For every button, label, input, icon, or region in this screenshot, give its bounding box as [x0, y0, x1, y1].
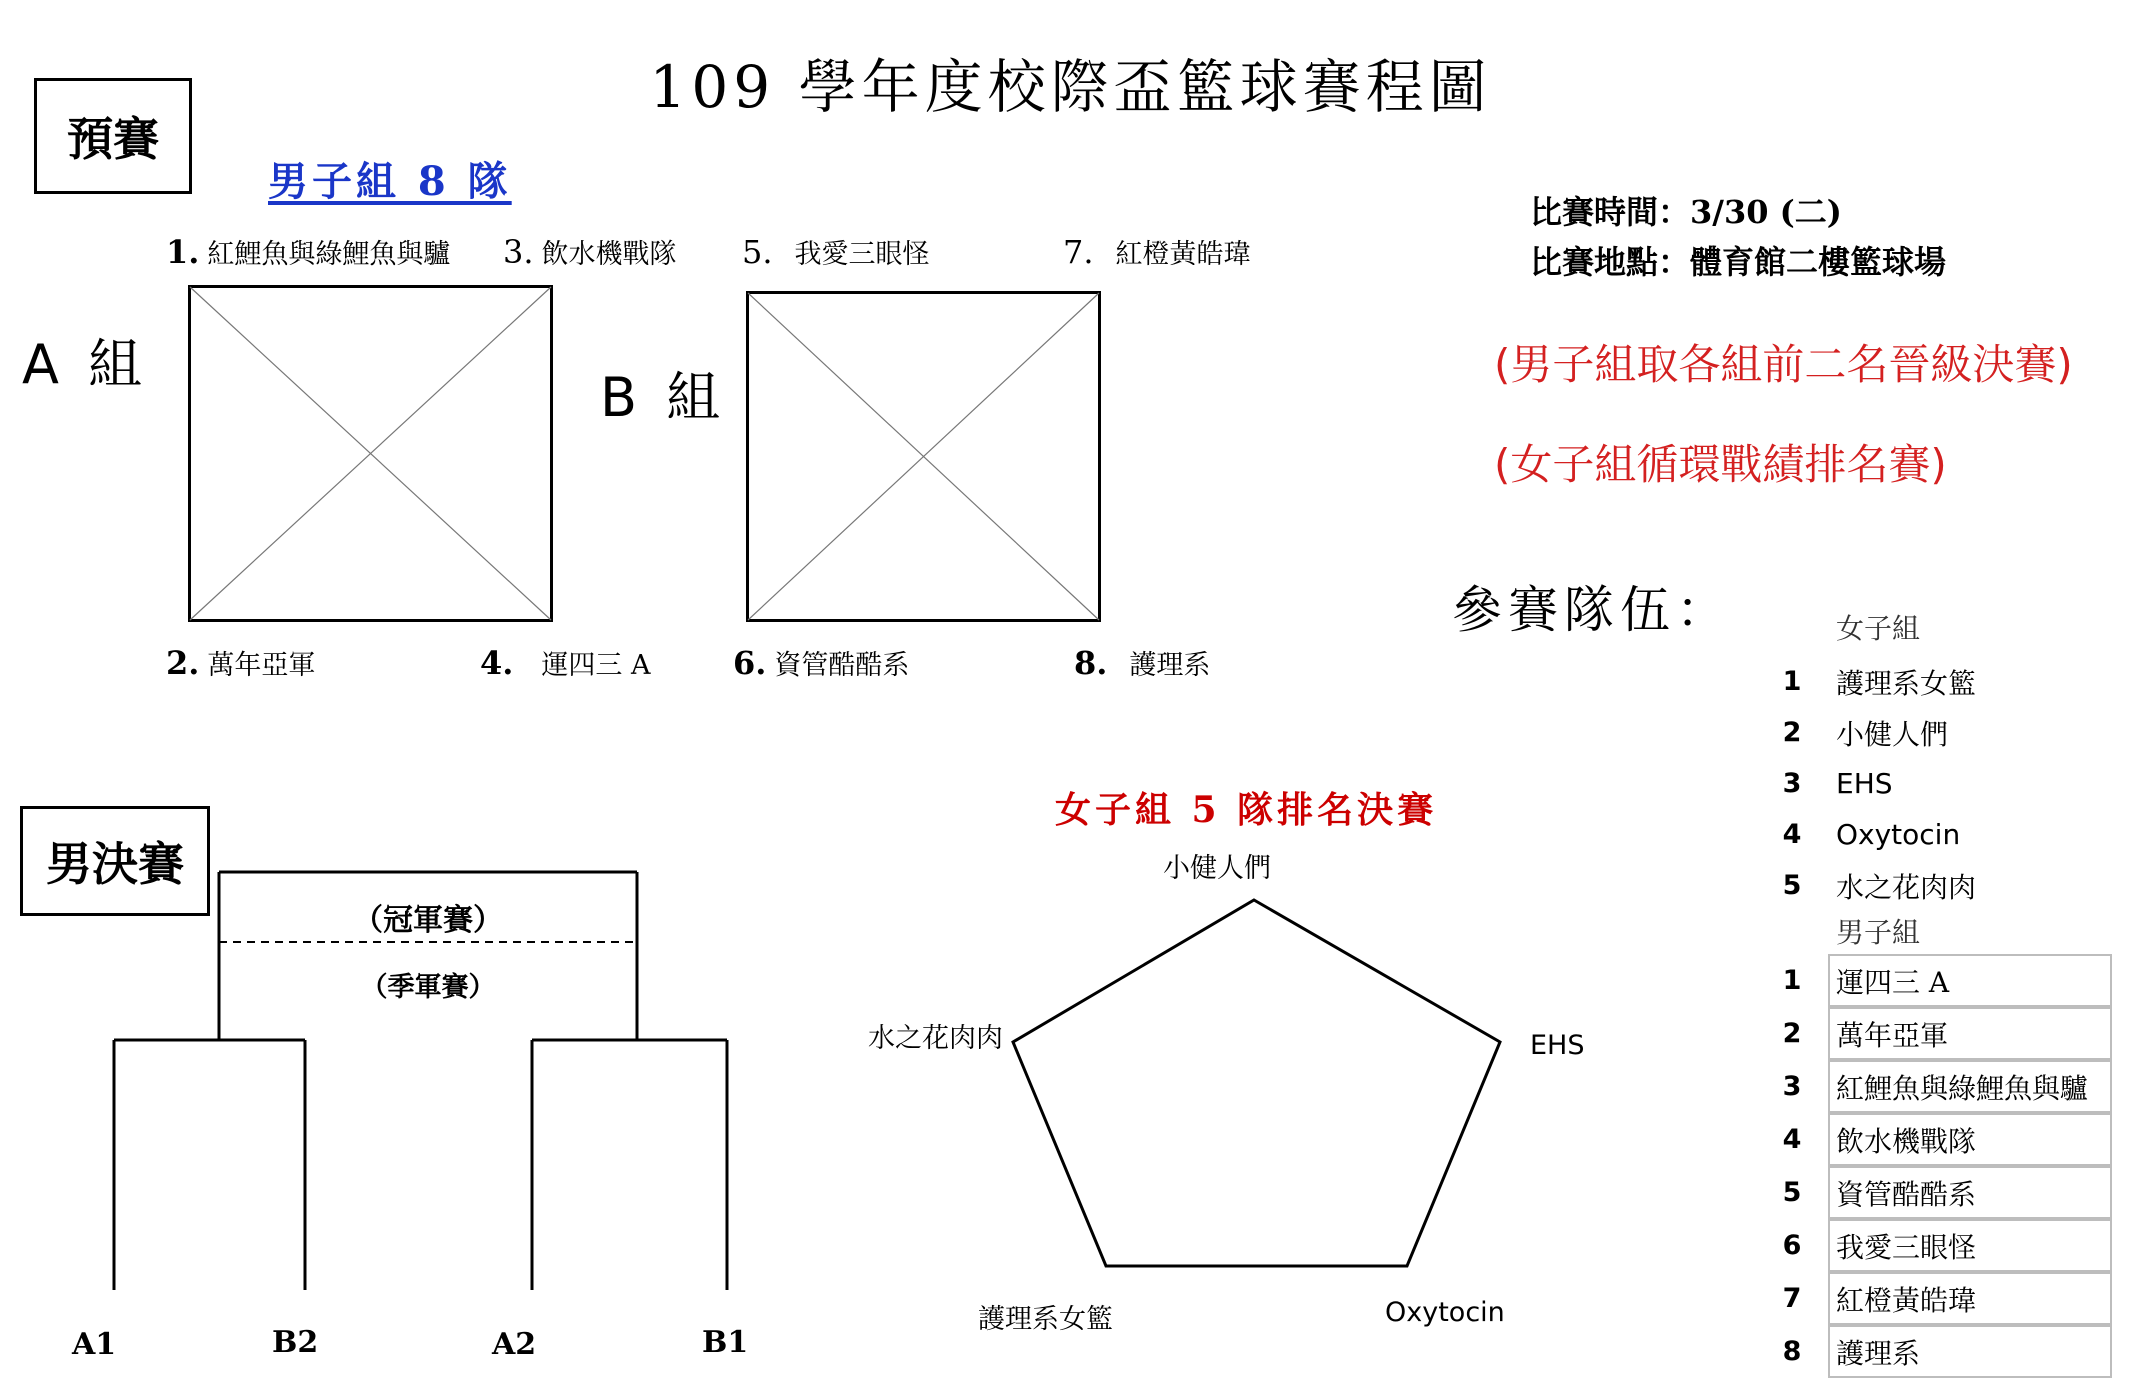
slot-b2: B2 — [272, 1325, 319, 1360]
girls-ranking-rule: (女子組循環戰績排名賽) — [1494, 440, 1947, 489]
boys-advance-rule: (男子組取各組前二名晉級決賽) — [1494, 340, 2073, 389]
boys-team-list — [1772, 954, 2132, 1378]
group-b-team-7: 7. 紅橙黃皓瑋 — [1063, 233, 1251, 271]
pentagon-vertex-label: 護理系女籃 — [978, 1304, 1113, 1335]
slot-b1: B1 — [702, 1325, 749, 1360]
pentagon-vertex-label: 水之花肉肉 — [868, 1023, 1003, 1054]
group-a-team-2: 2. 萬年亞軍 — [166, 644, 316, 682]
participants-heading: 參賽隊伍： — [1452, 581, 1732, 639]
list-item: 4 飲水機戰隊 — [1772, 1113, 2132, 1166]
match-place: 比賽地點：體育館二樓籃球場 — [1530, 243, 1947, 281]
list-item: 7 紅橙黃皓瑋 — [1772, 1272, 2132, 1325]
list-item: 5 資管酷酷系 — [1772, 1166, 2132, 1219]
pentagon-vertex-label: EHS — [1530, 1030, 1585, 1061]
list-item: 1 護理系女籃 — [1782, 666, 1977, 700]
boys-list-label: 男子組 — [1836, 916, 1921, 949]
group-b-team-5: 5. 我愛三眼怪 — [742, 233, 930, 271]
group-b-team-8: 8. 護理系 — [1074, 644, 1211, 682]
list-item: 4 Oxytocin — [1782, 818, 1961, 851]
list-item: 2 小健人們 — [1782, 717, 1949, 751]
girls-round-robin-pentagon — [1000, 890, 1520, 1290]
list-item: 5 水之花肉肉 — [1782, 870, 1977, 904]
list-item: 8 護理系 — [1772, 1325, 2132, 1378]
page-title: 109 學年度校際盃籃球賽程圖 — [649, 53, 1492, 121]
third-place-match-label: （季軍賽） — [360, 972, 496, 1003]
group-b-team-6: 6. 資管酷酷系 — [733, 644, 910, 682]
boys-final-label: 男決賽 — [20, 806, 210, 916]
pentagon-vertex-label: Oxytocin — [1385, 1297, 1505, 1328]
group-a-team-3: 3. 飲水機戰隊 — [503, 233, 677, 271]
list-item: 3 紅鯉魚與綠鯉魚與驢 — [1772, 1060, 2132, 1113]
boys-group-heading: 男子組 8 隊 — [268, 158, 512, 205]
match-time: 比賽時間：3/30 (二) — [1530, 193, 1842, 231]
group-b-label: B 組 — [600, 366, 727, 429]
champion-match-label: （冠軍賽） — [353, 903, 503, 938]
pentagon-vertex-label: 小健人們 — [1163, 853, 1271, 884]
list-item: 6 我愛三眼怪 — [1772, 1219, 2132, 1272]
list-item: 1 運四三 A — [1772, 954, 2132, 1007]
group-b-match-grid — [746, 291, 1102, 624]
slot-a2: A2 — [492, 1327, 537, 1362]
prelim-label: 預賽 — [34, 78, 192, 194]
girls-list-label: 女子組 — [1836, 612, 1921, 645]
list-item: 3 EHS — [1782, 767, 1893, 800]
girls-ranking-title: 女子組 5 隊排名決賽 — [1055, 789, 1438, 831]
girls-team-list — [1772, 656, 2132, 911]
slot-a1: A1 — [72, 1327, 117, 1362]
group-a-match-grid — [188, 285, 555, 624]
group-a-label: A 組 — [22, 333, 149, 396]
group-a-team-1: 1. 紅鯉魚與綠鯉魚與驢 — [166, 233, 451, 271]
list-item: 2 萬年亞軍 — [1772, 1007, 2132, 1060]
group-a-team-4: 4. 運四三 A — [480, 644, 651, 682]
